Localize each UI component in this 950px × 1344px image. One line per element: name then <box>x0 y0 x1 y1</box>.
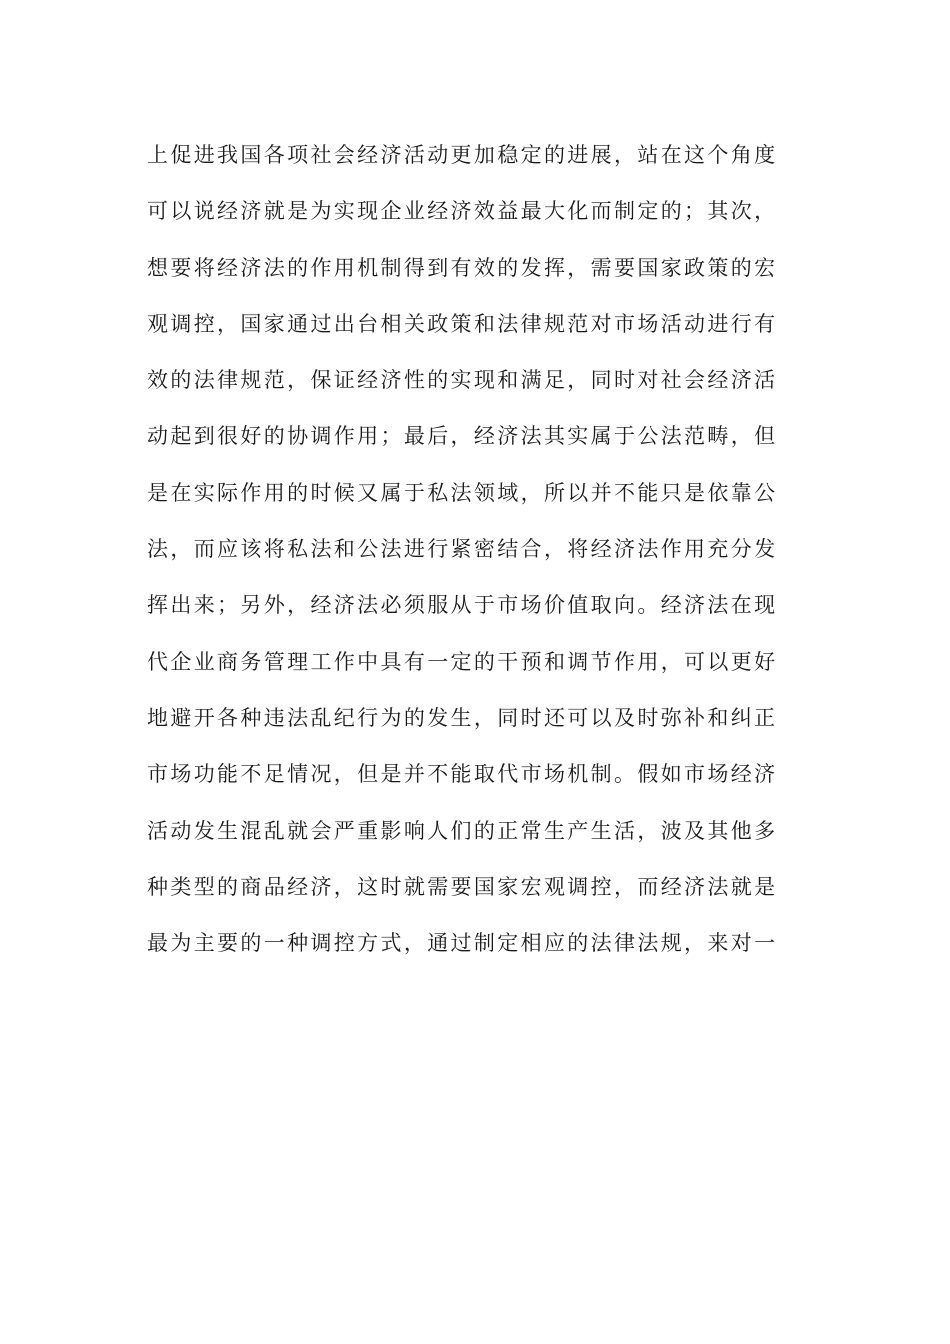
text-line: 观调控，国家通过出台相关政策和法律规范对市场活动进行有 <box>147 311 778 336</box>
text-line: 地避开各种违法乱纪行为的发生，同时还可以及时弥补和纠正 <box>147 705 778 730</box>
text-line: 法，而应该将私法和公法进行紧密结合，将经济法作用充分发 <box>147 537 778 562</box>
text-line: 代企业商务管理工作中具有一定的干预和调节作用，可以更好 <box>147 649 778 674</box>
text-line: 种类型的商品经济，这时就需要国家宏观调控，而经济法就是 <box>147 874 778 899</box>
text-line: 上促进我国各项社会经济活动更加稳定的进展，站在这个角度 <box>147 143 778 167</box>
text-line: 动起到很好的协调作用；最后，经济法其实属于公法范畴，但 <box>147 424 778 449</box>
text-line: 想要将经济法的作用机制得到有效的发挥，需要国家政策的宏 <box>147 255 778 280</box>
body-paragraph <box>147 133 807 977</box>
text-line: 效的法律规范，保证经济性的实现和满足，同时对社会经济活 <box>147 368 778 393</box>
text-line: 活动发生混乱就会严重影响人们的正常生产生活，波及其他多 <box>147 818 778 843</box>
text-line: 可以说经济就是为实现企业经济效益最大化而制定的；其次， <box>147 199 778 224</box>
text-line: 市场功能不足情况，但是并不能取代市场机制。假如市场经济 <box>147 762 778 787</box>
text-line: 最为主要的一种调控方式，通过制定相应的法律法规，来对一 <box>147 931 778 956</box>
text-line: 挥出来；另外，经济法必须服从于市场价值取向。经济法在现 <box>147 593 778 618</box>
text-line: 是在实际作用的时候又属于私法领域，所以并不能只是依靠公 <box>147 480 778 505</box>
